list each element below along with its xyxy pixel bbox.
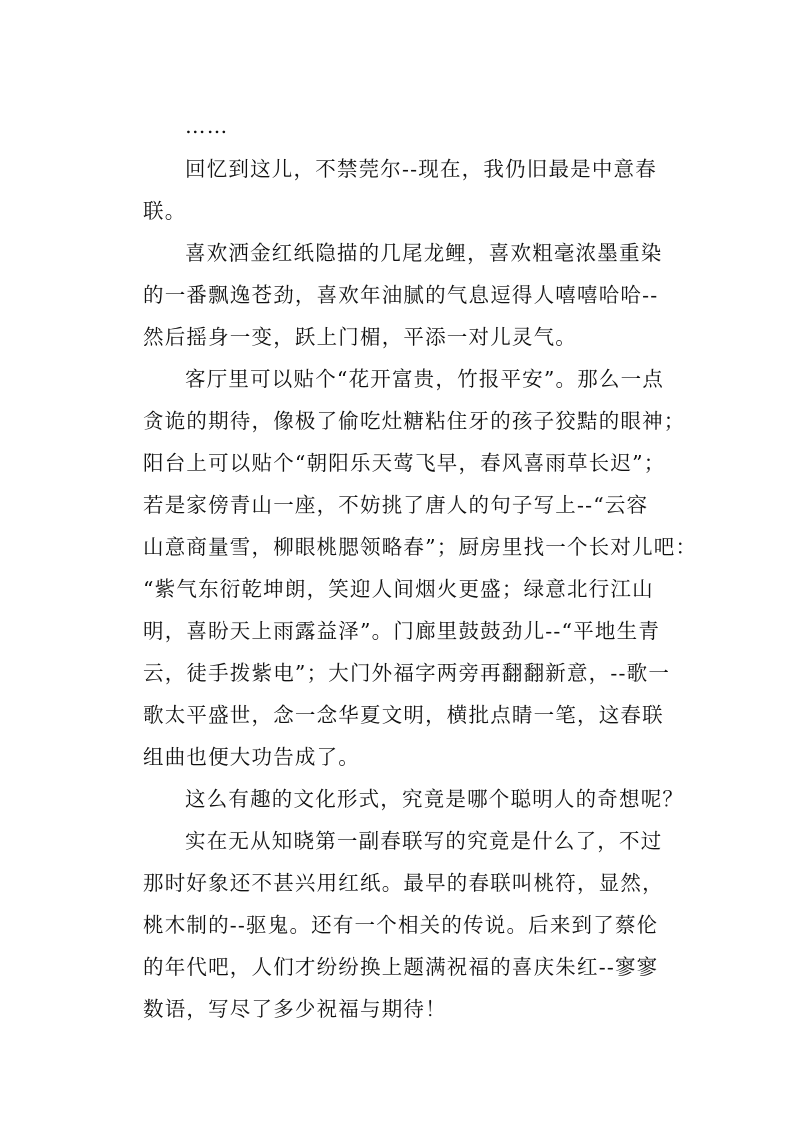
text-line: 这么有趣的文化形式，究竟是哪个聪明人的奇想呢？ — [185, 787, 685, 811]
text-line: 组曲也便大功告成了。 — [143, 745, 360, 769]
text-line: 明，喜盼天上雨露益泽”。门廊里鼓鼓劲儿--“平地生青 — [143, 619, 661, 643]
text-line: 若是家傍青山一座，不妨挑了唐人的句子写上--“云容 — [143, 493, 649, 517]
text-line: 联。 — [143, 199, 187, 223]
text-line: 的年代吧，人们才纷纷换上题满祝福的喜庆朱红--寥寥 — [143, 955, 659, 979]
text-line: 云，徒手拨紫电”；大门外福字两旁再翻翻新意，--歌一 — [143, 661, 671, 685]
text-line: 桃木制的--驱鬼。还有一个相关的传说。后来到了蔡伦 — [143, 913, 659, 937]
text-line: 阳台上可以贴个“朝阳乐天莺飞早，春风喜雨草长迟”； — [143, 451, 666, 475]
text-line: 实在无从知晓第一副春联写的究竟是什么了，不过 — [185, 829, 663, 853]
text-line: 山意商量雪，柳眼桃腮领略春”；厨房里找一个长对儿吧： — [143, 535, 698, 559]
text-line: 贪诡的期待，像极了偷吃灶糖粘住牙的孩子狡黠的眼神； — [143, 409, 686, 433]
text-line: 数语，写尽了多少祝福与期待！ — [143, 997, 447, 1021]
text-line: 喜欢洒金红纸隐描的几尾龙鲤，喜欢粗毫浓墨重染 — [185, 241, 663, 265]
text-line: 然后摇身一变，跃上门楣，平添一对儿灵气。 — [143, 325, 577, 349]
text-line: 那时好象还不甚兴用红纸。最早的春联叫桃符，显然， — [143, 871, 664, 895]
text-line: “紫气东衍乾坤朗，笑迎人间烟火更盛；绿意北行江山 — [143, 577, 654, 601]
text-line: 歌太平盛世，念一念华夏文明，横批点睛一笔，这春联 — [143, 703, 664, 727]
text-line: 客厅里可以贴个“花开富贵，竹报平安”。那么一点 — [185, 367, 665, 391]
text-line: …… — [185, 114, 229, 138]
text-line: 回忆到这儿，不禁莞尔--现在，我仍旧最是中意春 — [185, 157, 657, 181]
text-line: 的一番飘逸苍劲，喜欢年油腻的气息逗得人嘻嘻哈哈-- — [143, 283, 659, 307]
